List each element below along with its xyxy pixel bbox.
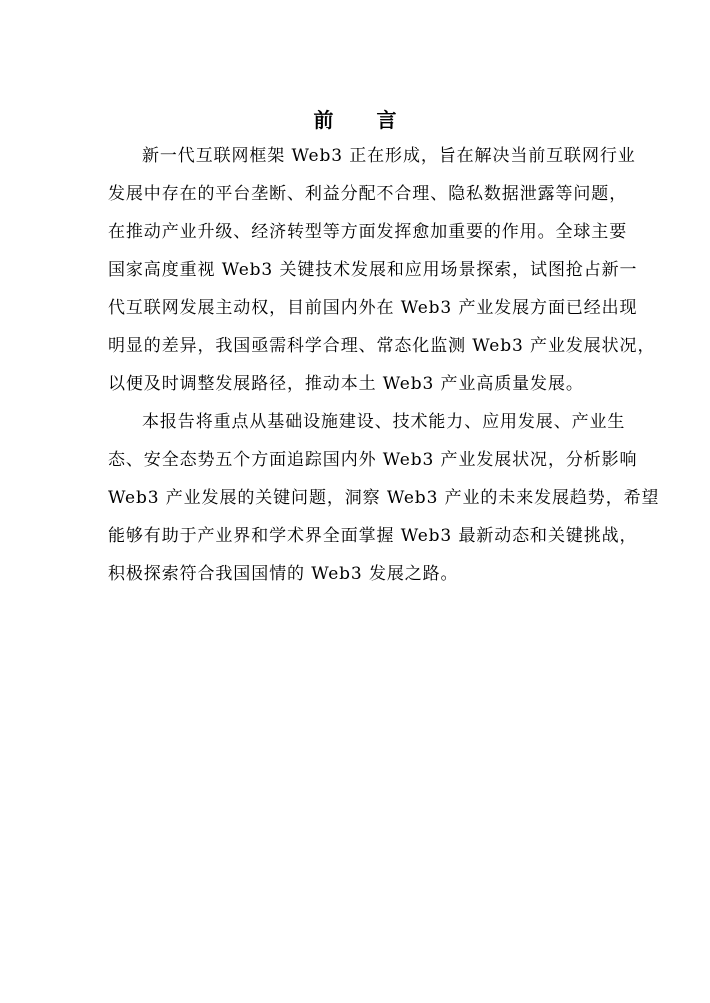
paragraph-2-line-2: 态、安全态势五个方面追踪国内外 Web3 产业发展状况，分析影响	[108, 450, 638, 470]
paragraph-1-line-3: 在推动产业升级、经济转型等方面发挥愈加重要的作用。全球主要	[108, 222, 628, 242]
paragraph-2-line-1: 本报告将重点从基础设施建设、技术能力、应用发展、产业生	[142, 412, 626, 432]
page-title: 前 言	[313, 108, 415, 132]
paragraph-1-line-1: 新一代互联网框架 Web3 正在形成，旨在解决当前互联网行业	[142, 146, 636, 166]
paragraph-1-line-5: 代互联网发展主动权，目前国内外在 Web3 产业发展方面已经出现	[108, 298, 638, 318]
paragraph-1-line-7: 以便及时调整发展路径，推动本土 Web3 产业高质量发展。	[108, 374, 584, 394]
paragraph-1-line-6: 明显的差异，我国亟需科学合理、常态化监测 Web3 产业发展状况，	[108, 336, 656, 356]
paragraph-2-line-3: Web3 产业发展的关键问题，洞察 Web3 产业的未来发展趋势，希望	[108, 488, 660, 508]
paragraph-2-line-4: 能够有助于产业界和学术界全面掌握 Web3 最新动态和关键挑战，	[108, 526, 638, 546]
paragraph-1-line-4: 国家高度重视 Web3 关键技术发展和应用场景探索，试图抢占新一	[108, 260, 638, 280]
paragraph-1-line-2: 发展中存在的平台垄断、利益分配不合理、隐私数据泄露等问题，	[108, 184, 628, 204]
paragraph-2-line-5: 积极探索符合我国国情的 Web3 发展之路。	[108, 564, 459, 584]
